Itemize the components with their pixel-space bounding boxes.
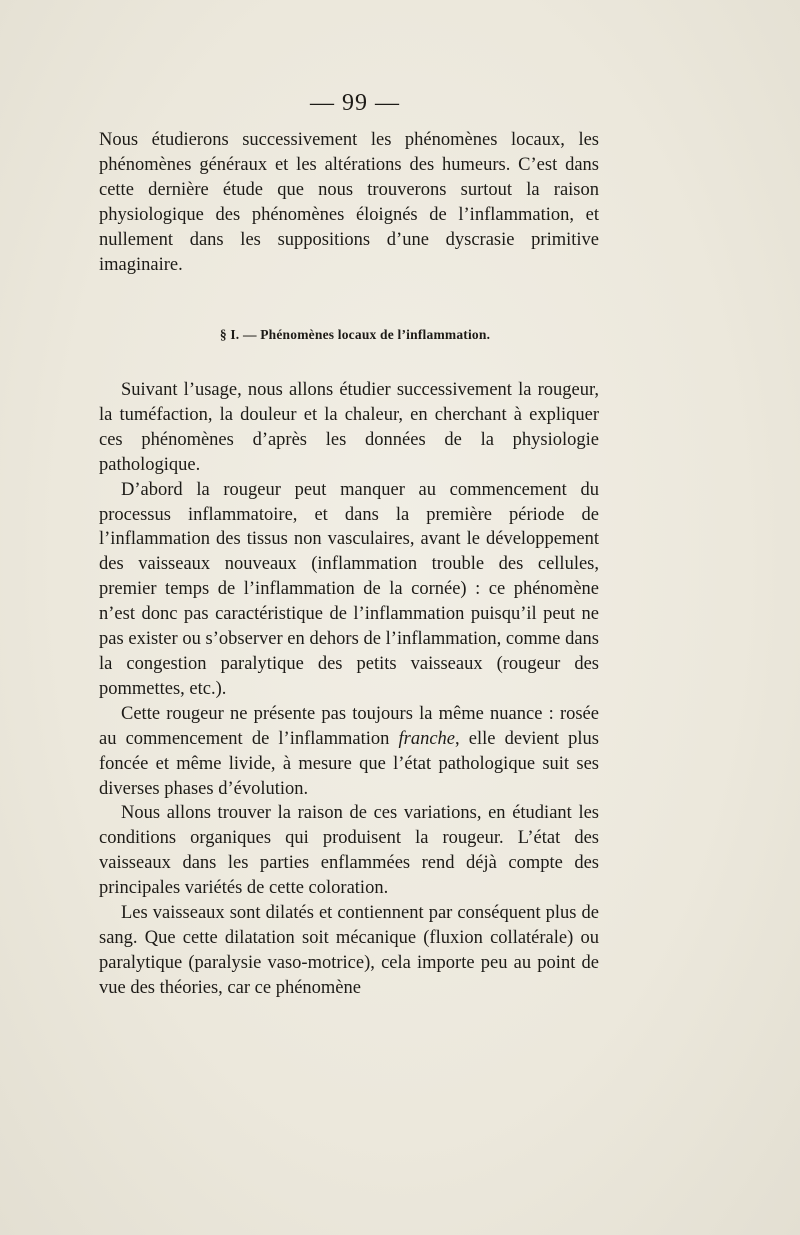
paragraph-3 bbox=[99, 702, 599, 802]
page-number: — 99 — bbox=[310, 90, 400, 116]
section-heading: § I. — Phénomènes locaux de l’inflammation. bbox=[219, 327, 491, 342]
paragraph-5: Les vaisseaux sont dilatés et contiennent par conséquent plus de sang. Que cette dilatation soit mécanique (fluxion collatérale) ou paralytique (paralysie vaso-motrice), cela importe peu au point de vue des théories, car ce phénomène bbox=[99, 903, 599, 998]
italic-word: franche bbox=[398, 728, 456, 749]
paragraph-1: Suivant l’usage, nous allons étudier successivement la rougeur, la tuméfaction, la douleur et la chaleur, en cherchant à expliquer ces phénomènes d’après les données de la physiologie pathologique. bbox=[99, 380, 599, 475]
intro-paragraph: Nous étudierons successivement les phénomènes locaux, les phénomènes généraux et les altérations des humeurs. C’est dans cette dernière étude que nous trouverons surtout la raison physiologique des phénomènes éloignés de l’inflammation, et nullement dans les suppositions d’une dyscrasie primitive imaginaire. bbox=[99, 130, 599, 275]
section-body bbox=[99, 378, 599, 1001]
paragraph-2: D’abord la rougeur peut manquer au commencement du processus inflammatoire, et dans la première période de l’inflammation des tissus non vasculaires, avant le développement des vaisseaux nouveaux (inflammation trouble des cellules, premier temps de l’inflammation de la cornée) : ce phénomène n’est donc pas caractéristique de l’inflammation puisqu’il peut ne pas exister ou s’observer en dehors de l’inflammation, comme dans la congestion paralytique des petits vaisseaux (rougeur des pommettes, etc.). bbox=[99, 479, 599, 699]
paragraph-3-start: Cette rougeur ne présente pas toujours la même nuance : rosée au commencement de l’inflammation bbox=[99, 703, 599, 749]
intro-text-block bbox=[99, 128, 599, 277]
paragraph-3-end: , elle devient plus foncée et même livide, à mesure que l’état pathologique suit ses diverses phases d’évolution. bbox=[99, 728, 599, 799]
paragraph-4: Nous allons trouver la raison de ces variations, en étudiant les conditions organiques qui produisent la rougeur. L’état des vaisseaux dans les parties enflammées rend déjà compte des principales variétés de cette coloration. bbox=[99, 803, 599, 899]
